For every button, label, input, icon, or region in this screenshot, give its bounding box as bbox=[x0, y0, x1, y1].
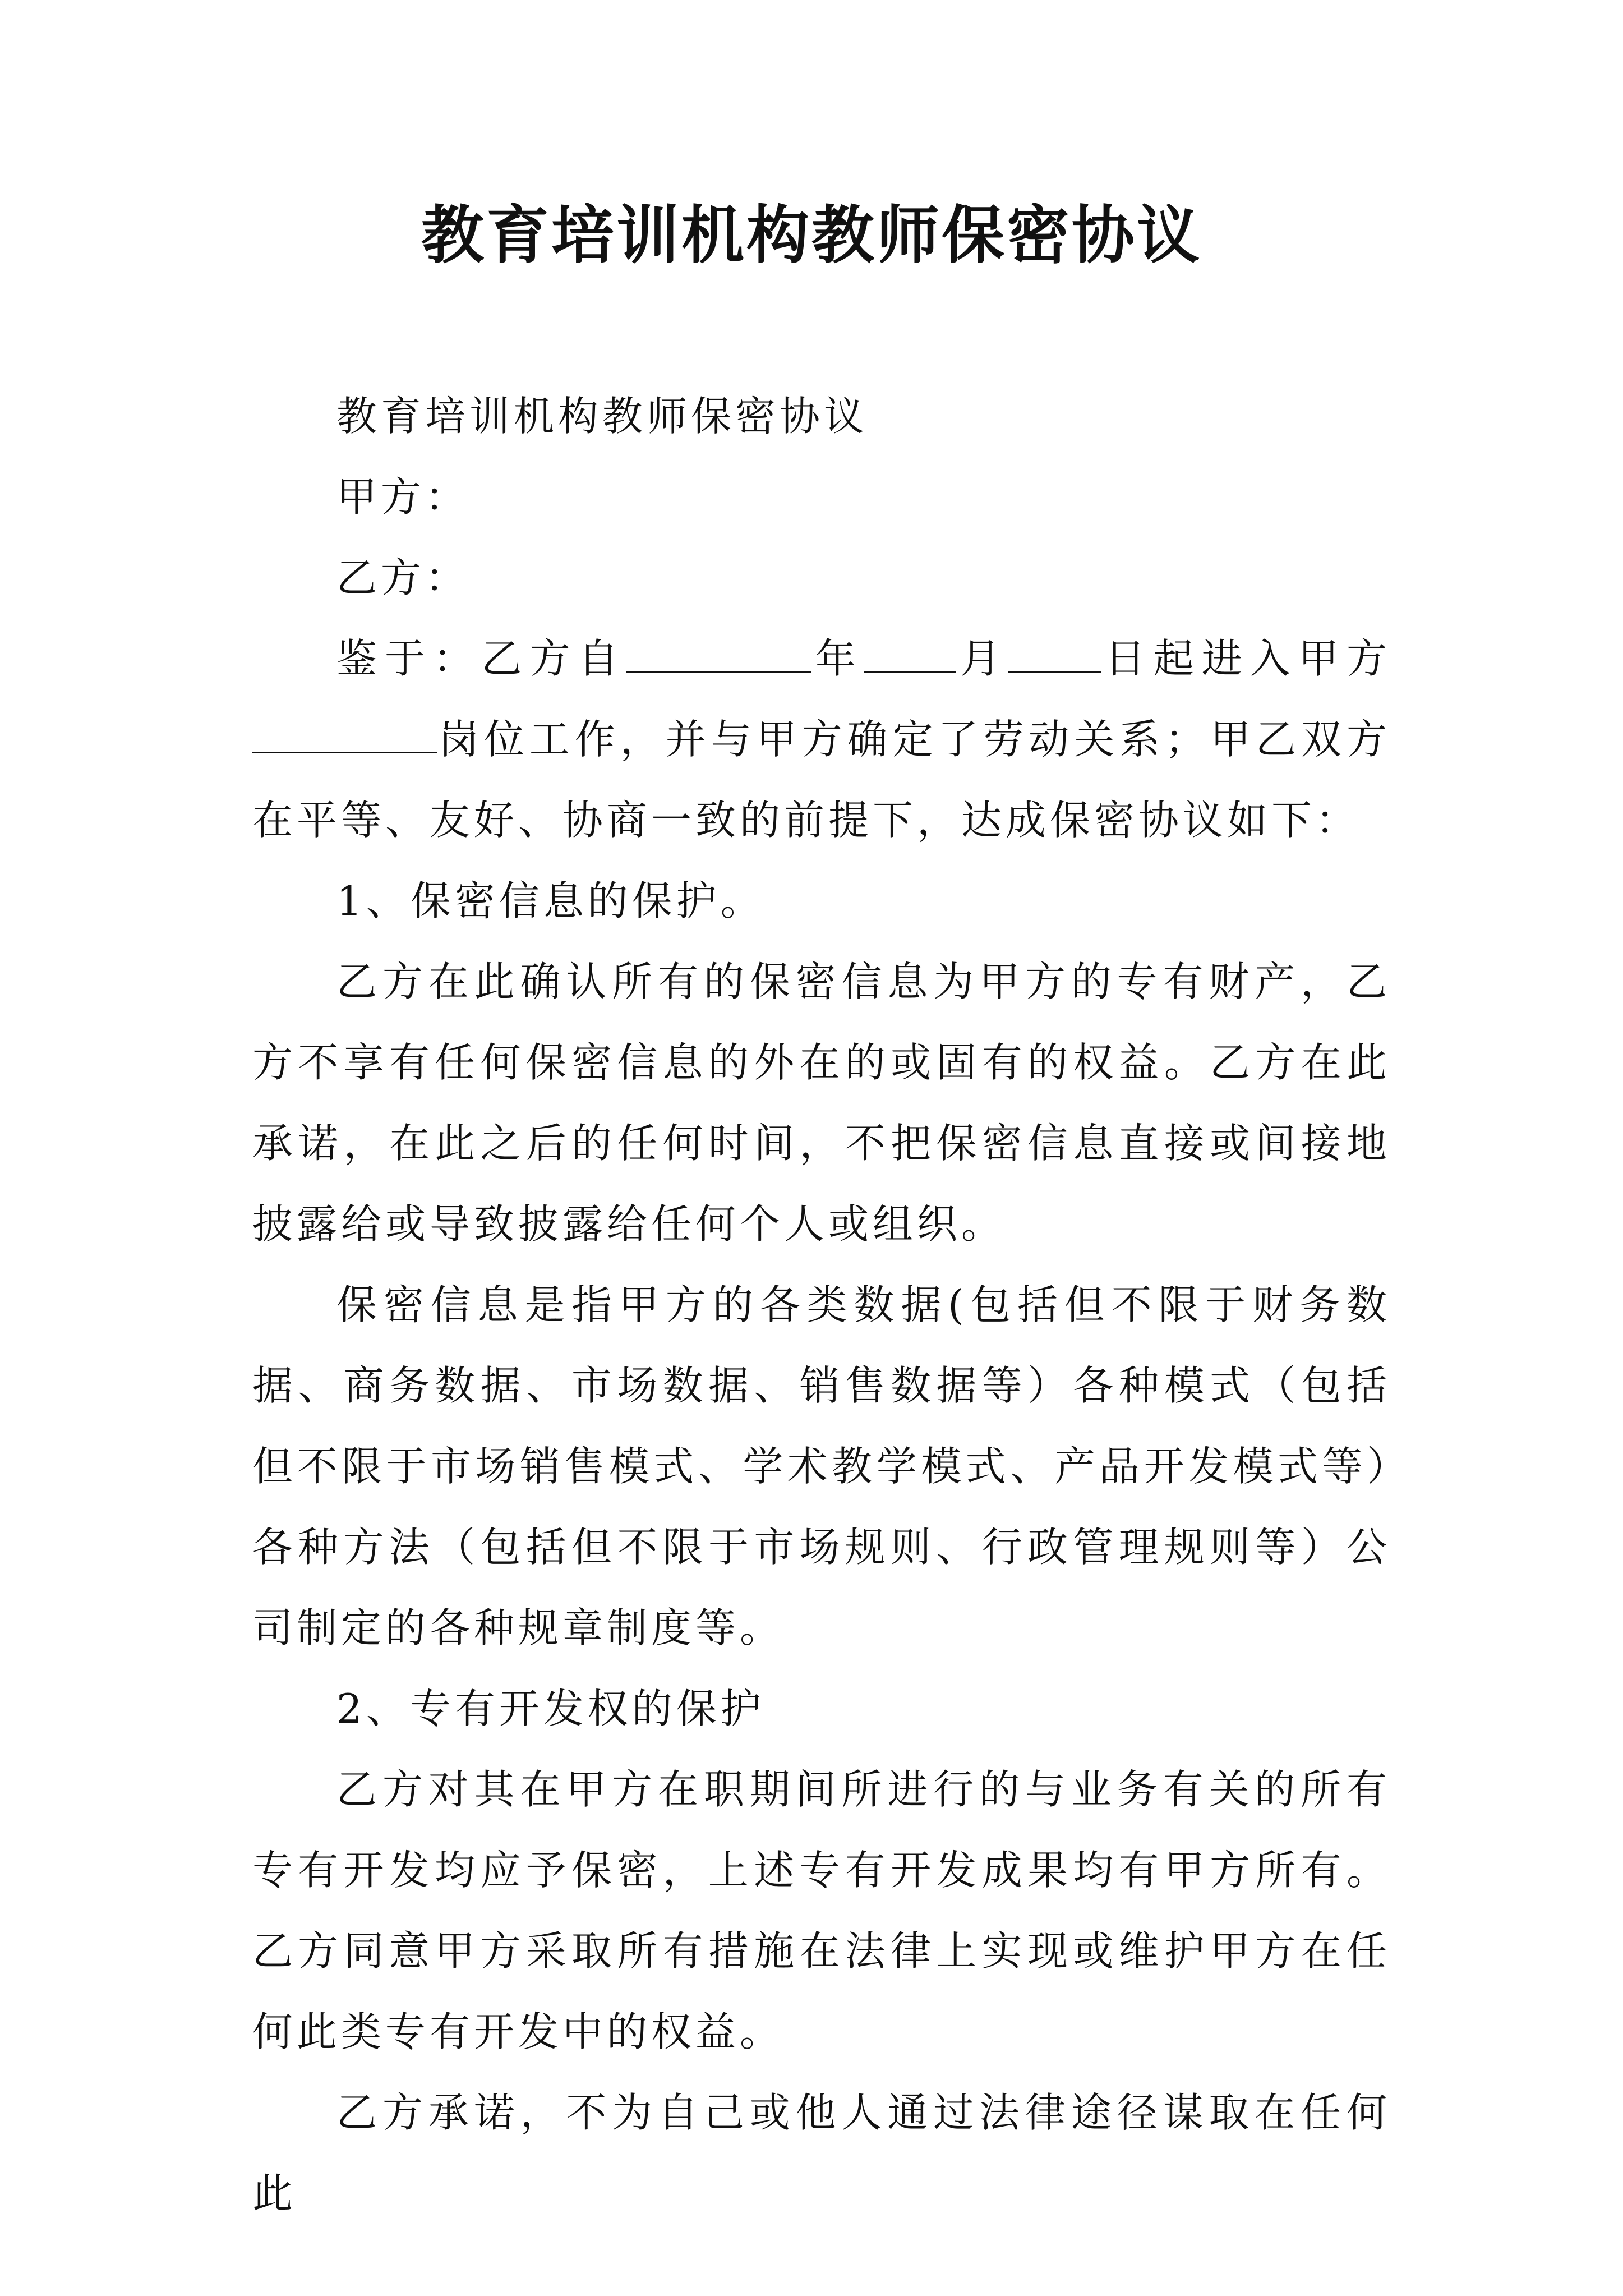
whereas-intro: 鉴于：乙方自 bbox=[336, 635, 626, 682]
whereas-rest: 岗位工作，并与甲方确定了劳动关系；甲乙双方在平等、友好、协商一致的前提下，达成保密协议如下： bbox=[252, 716, 1391, 844]
section2-paragraph-1: 乙方对其在甲方在职期间所进行的与业务有关的所有专有开发均应予保密，上述专有开发成果均有甲方所有。乙方同意甲方采取所有措施在法律上实现或维护甲方在任何此类专有开发中的权益。 bbox=[252, 1766, 1391, 2055]
section1-heading: 1、保密信息的保护。 bbox=[336, 877, 765, 924]
section1-paragraph-1: 乙方在此确认所有的保密信息为甲方的专有财产，乙方不享有任何保密信息的外在的或固有的权益。乙方在此承诺，在此之后的任何时间，不把保密信息直接或间接地披露给或导致披露给任何个人或组织。 bbox=[252, 958, 1391, 1248]
whereas-day-label: 日起进入甲方 bbox=[1101, 635, 1391, 682]
party-a-line: 甲方： bbox=[336, 473, 470, 521]
document-body bbox=[252, 376, 1391, 2234]
section2-heading: 2、专有开发权的保护 bbox=[336, 1685, 765, 1732]
party-b-line: 乙方： bbox=[336, 554, 470, 601]
year-blank bbox=[626, 637, 811, 673]
section1-paragraph-2: 保密信息是指甲方的各类数据(包括但不限于财务数据、商务数据、市场数据、销售数据等）各种模式（包括但不限于市场销售模式、学术教学模式、产品开发模式等）各种方法（包括但不限于市场规则、行政管理规则等）公司制定的各种规章制度等。 bbox=[252, 1281, 1391, 1651]
document-subtitle: 教育培训机构教师保密协议 bbox=[336, 393, 869, 440]
position-blank bbox=[252, 718, 437, 753]
whereas-month-label: 月 bbox=[956, 635, 1009, 682]
document-title: 教育培训机构教师保密协议 bbox=[421, 199, 1202, 272]
section2-paragraph-2: 乙方承诺，不为自己或他人通过法律途径谋取在任何此 bbox=[252, 2089, 1391, 2217]
whereas-year-label: 年 bbox=[811, 635, 864, 682]
month-blank bbox=[864, 637, 956, 673]
day-blank bbox=[1008, 637, 1101, 673]
whereas-paragraph bbox=[252, 618, 1391, 861]
